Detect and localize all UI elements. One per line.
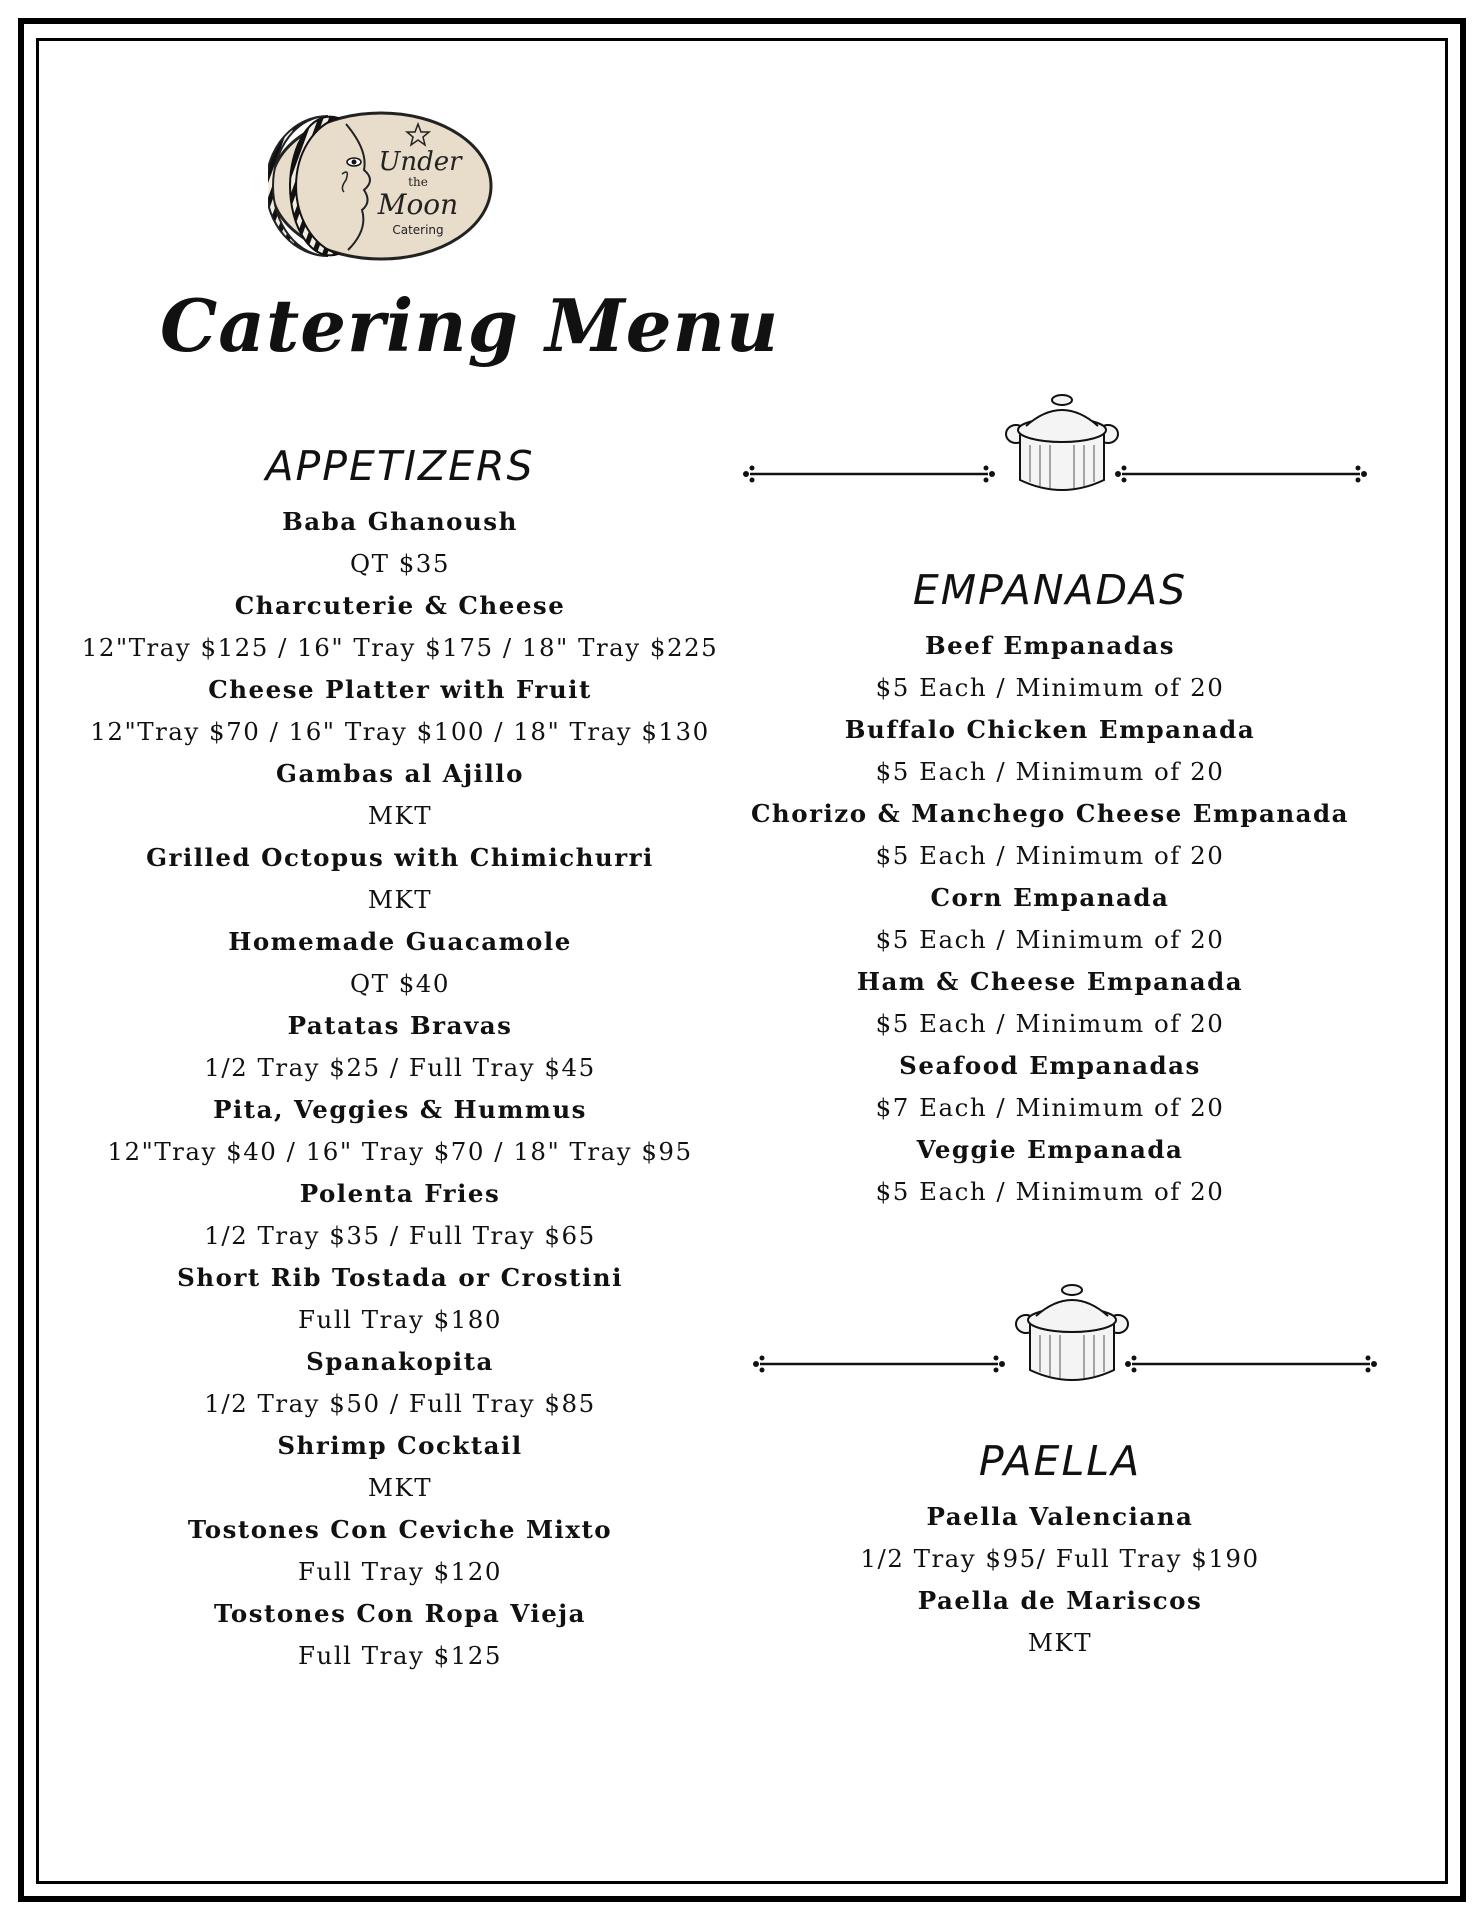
- empanadas-section: [740, 566, 1360, 1213]
- menu-item-name: Homemade Guacamole: [228, 927, 572, 956]
- menu-item-price: 1/2 Tray $35 / Full Tray $65: [204, 1221, 596, 1250]
- menu-item-price: 1/2 Tray $25 / Full Tray $45: [204, 1053, 596, 1082]
- menu-item-name: Veggie Empanada: [916, 1135, 1184, 1164]
- section-heading: EMPANADAS: [912, 566, 1188, 614]
- menu-item-list: [740, 1496, 1380, 1664]
- menu-item-price: Full Tray $125: [298, 1641, 502, 1670]
- logo-text-catering: Catering: [392, 223, 444, 237]
- menu-item-price: MKT: [367, 885, 433, 914]
- menu-item-price: 12"Tray $125 / 16" Tray $175 / 18" Tray $225: [81, 633, 719, 662]
- section-heading: APPETIZERS: [265, 442, 535, 490]
- menu-item-name: Tostones Con Ropa Vieja: [213, 1599, 587, 1628]
- menu-item-price: Full Tray $120: [298, 1557, 502, 1586]
- logo-text-under: Under: [378, 147, 462, 177]
- menu-item-price: QT $40: [350, 969, 450, 998]
- menu-item-name: Patatas Bravas: [287, 1011, 513, 1040]
- menu-item-price: $5 Each / Minimum of 20: [875, 1009, 1225, 1038]
- menu-item-list: [80, 501, 720, 1677]
- menu-item-name: Paella Valenciana: [926, 1502, 1194, 1531]
- menu-item-name: Cheese Platter with Fruit: [208, 675, 592, 704]
- section-heading: PAELLA: [978, 1437, 1142, 1485]
- menu-item-price: 12"Tray $70 / 16" Tray $100 / 18" Tray $130: [90, 717, 710, 746]
- menu-item-price: 1/2 Tray $95/ Full Tray $190: [860, 1544, 1260, 1573]
- paella-section: [740, 1437, 1380, 1664]
- menu-item-name: Spanakopita: [306, 1347, 494, 1376]
- menu-item-name: Polenta Fries: [299, 1179, 501, 1208]
- menu-item-name: Baba Ghanoush: [282, 507, 518, 536]
- menu-item-price: MKT: [367, 801, 433, 830]
- menu-item-price: 12"Tray $40 / 16" Tray $70 / 18" Tray $95: [107, 1137, 693, 1166]
- cooking-pot-icon: [748, 1280, 1388, 1390]
- cooking-pot-icon: [738, 390, 1378, 500]
- logo-text-moon: Moon: [377, 188, 459, 221]
- menu-item-price: 1/2 Tray $50 / Full Tray $85: [204, 1389, 596, 1418]
- menu-item-name: Tostones Con Ceviche Mixto: [187, 1515, 613, 1544]
- menu-item-name: Corn Empanada: [930, 883, 1170, 912]
- menu-item-name: Short Rib Tostada or Crostini: [177, 1263, 623, 1292]
- menu-item-name: Shrimp Cocktail: [277, 1431, 523, 1460]
- menu-item-price: QT $35: [350, 549, 450, 578]
- menu-item-name: Gambas al Ajillo: [276, 759, 524, 788]
- menu-item-name: Seafood Empanadas: [899, 1051, 1201, 1080]
- menu-item-price: Full Tray $180: [298, 1305, 502, 1334]
- logo-text-the: the: [408, 175, 428, 189]
- menu-item-list: [740, 625, 1360, 1213]
- menu-item-price: MKT: [367, 1473, 433, 1502]
- appetizers-section: [80, 442, 720, 1677]
- menu-item-name: Charcuterie & Cheese: [234, 591, 566, 620]
- menu-item-price: $5 Each / Minimum of 20: [875, 841, 1225, 870]
- menu-item-name: Chorizo & Manchego Cheese Empanada: [750, 799, 1350, 828]
- menu-item-price: $5 Each / Minimum of 20: [875, 673, 1225, 702]
- menu-item-name: Buffalo Chicken Empanada: [844, 715, 1256, 744]
- menu-item-name: Beef Empanadas: [924, 631, 1176, 660]
- menu-item-price: $7 Each / Minimum of 20: [875, 1093, 1225, 1122]
- menu-item-price: MKT: [1027, 1628, 1093, 1657]
- menu-item-name: Paella de Mariscos: [917, 1586, 1203, 1615]
- menu-item-name: Ham & Cheese Empanada: [856, 967, 1244, 996]
- menu-item-price: $5 Each / Minimum of 20: [875, 757, 1225, 786]
- moon-face-logo-icon: [268, 110, 494, 262]
- menu-item-name: Pita, Veggies & Hummus: [213, 1095, 587, 1124]
- menu-item-name: Grilled Octopus with Chimichurri: [146, 843, 654, 872]
- menu-item-price: $5 Each / Minimum of 20: [875, 925, 1225, 954]
- page-title: Catering Menu: [160, 283, 780, 368]
- menu-item-price: $5 Each / Minimum of 20: [875, 1177, 1225, 1206]
